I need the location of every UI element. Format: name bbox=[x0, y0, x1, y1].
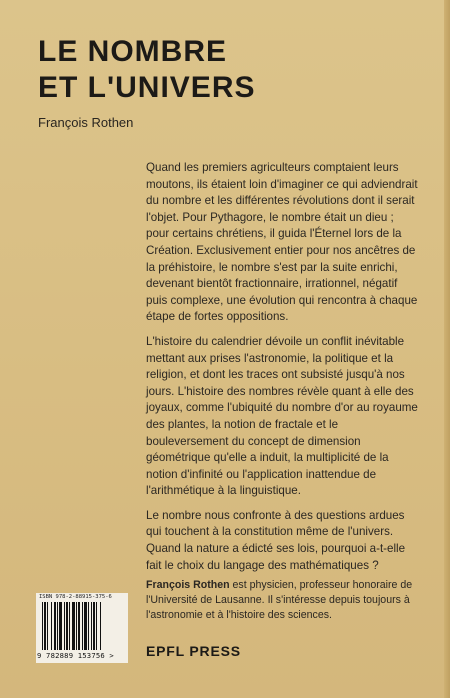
author-name: François Rothen bbox=[38, 115, 134, 130]
book-title bbox=[38, 34, 256, 106]
author-bio bbox=[146, 578, 418, 623]
blurb-paragraph-3: Le nombre nous confronte à des questions ardues qui touchent à la constitution même de l'univers. Quand la nature a édicté ses lois, pourquoi a-t-elle fait le choix du langage des mathématiques ? bbox=[146, 508, 406, 572]
bio-author-name: François Rothen bbox=[146, 579, 230, 591]
spine-edge bbox=[444, 0, 450, 698]
title-line-2: ET L'UNIVERS bbox=[38, 71, 256, 104]
blurb bbox=[146, 160, 418, 582]
barcode bbox=[36, 593, 128, 663]
blurb-paragraph-1: Quand les premiers agriculteurs comptaient leurs moutons, ils étaient loin d'imaginer ce qui adviendrait du nombre et les différentes révolutions dont il serait l'objet. Pour Pythagore, le nombre était un dieu ; pour certains chrétiens, il guida l'Éternel lors de la Création. Exclusivement entier pour nos ancêtres de la préhistoire, le nombre s'est par la suite enrichi, devenant bientôt fractionnaire, irrationnel, négatif puis complexe, une évolution qui rencontra à chaque étape de fortes oppositions. bbox=[146, 161, 418, 324]
publisher-logo: EPFL PRESS bbox=[146, 643, 241, 659]
bio-text: est physicien, professeur honoraire de l'Université de Lausanne. Il s'intéresse depuis toujours à l'astronomie et à l'histoire des sciences. bbox=[146, 579, 413, 621]
isbn-label: ISBN 978-2-88915-375-6 bbox=[39, 594, 112, 600]
barcode-number: 9 782889 153756 > bbox=[37, 651, 114, 660]
barcode-bars bbox=[42, 602, 124, 650]
blurb-paragraph-2: L'histoire du calendrier dévoile un conflit inévitable mettant aux prises l'astronomie, la politique et la religion, et dont les traces ont subsisté jusqu'à nos jours. L'histoire des nombres révèle quant à elle des joyaux, comme l'ubiquité du nombre d'or au royaume des plantes, la notion de fractale et le bouleversement du concept de dimension géométrique qu'elle a induit, la multiplicité de la notion d'infinité ou l'application inattendue de l'arithmétique à la linguistique. bbox=[146, 334, 418, 498]
title-line-1: LE NOMBRE bbox=[38, 35, 227, 68]
